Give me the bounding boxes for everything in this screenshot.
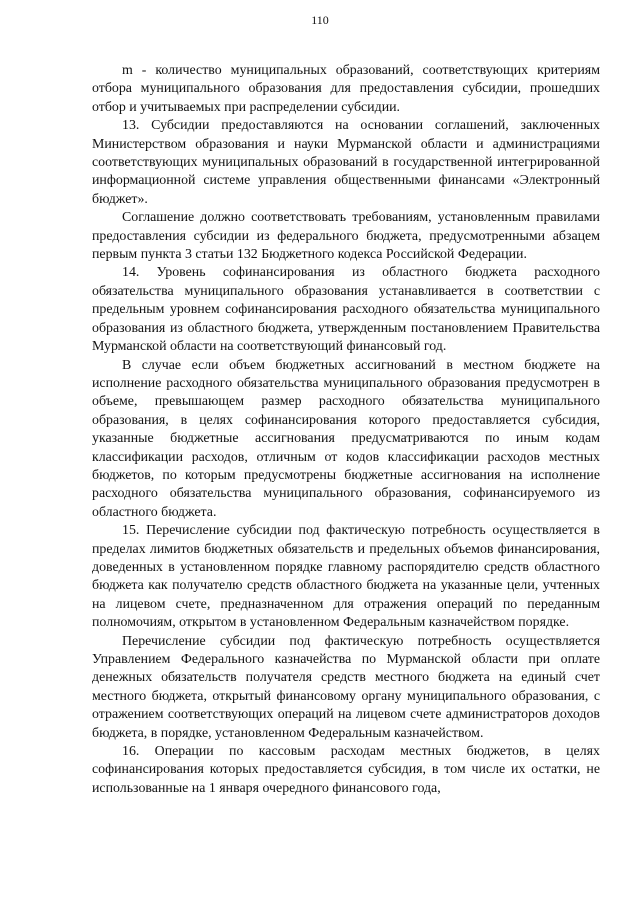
- paragraph-15: 15. Перечисление субсидии под фактическую потребность осуществляется в пределах лимитов бюджетных обязательств и предельных объемов финансирования, доведенных в установленном порядке главному распорядителю средств областного бюджета как получателю средств областного бюджета на указанные цели, учтенных на лицевом счете, предназначенном для отражения операций по переданным полномочиям, открытом в установленном Федеральным казначейством порядке.: [92, 523, 600, 631]
- paragraph-agreement: Соглашение должно соответствовать требованиям, установленным правилами предоставления субсидии из федерального бюджета, предусмотренными абзацем первым пункта 3 статьи 132 Бюджетного кодекса Российской Федерации.: [92, 210, 600, 263]
- paragraph-m-definition: m - количество муниципальных образований, соответствующих критериям отбора муниципального образования для предоставления субсидии, прошедших отбор и учитываемых при распределении субсидии.: [92, 63, 600, 115]
- page-number: 110: [311, 13, 329, 27]
- paragraph-16: 16. Операции по кассовым расходам местных бюджетов, в целях софинансирования которых предоставляется субсидия, в том числе их остатки, не использованные на 1 января очередного финансового года,: [92, 744, 600, 796]
- paragraph-13: 13. Субсидии предоставляются на основании соглашений, заключенных Министерством образования и науки Мурманской области и администрациями соответствующих муниципальных образований в государственной интегрированной информационной системе управления общественными финансами «Электронный бюджет».: [92, 118, 600, 207]
- paragraph-budget-allocations: В случае если объем бюджетных ассигнований в местном бюджете на исполнение расходного обязательства муниципального образования предусмотрен в объеме, превышающем размер расходного обязательства муниципального образования, в целях софинансирования которого предоставляется субсидия, указанные бюджетные ассигнования предусматриваются по иным кодам классификации расходов, отличным от кодов классификации расходов местных бюджетов, по которым предусмотрены бюджетные ассигнования на исполнение расходного обязательства муниципального образования, софинансируемого из областного бюджета.: [92, 357, 600, 520]
- document-body: [92, 62, 600, 798]
- paragraph-14: 14. Уровень софинансирования из областного бюджета расходного обязательства муниципального образования устанавливается в соответствии с предельным уровнем софинансирования расходного обязательства муниципального образования из областного бюджета, утвержденным постановлением Правительства Мурманской области на соответствующий финансовый год.: [92, 265, 600, 355]
- paragraph-transfer: Перечисление субсидии под фактическую потребность осуществляется Управлением Федерального казначейства по Мурманской области при оплате денежных обязательств получателя средств местного бюджета на единый счет местного бюджета, открытый финансовому органу муниципального образования, с отражением соответствующих операций на лицевом счете администраторов доходов бюджета, в порядке, установленном Федеральным казначейством.: [92, 633, 600, 741]
